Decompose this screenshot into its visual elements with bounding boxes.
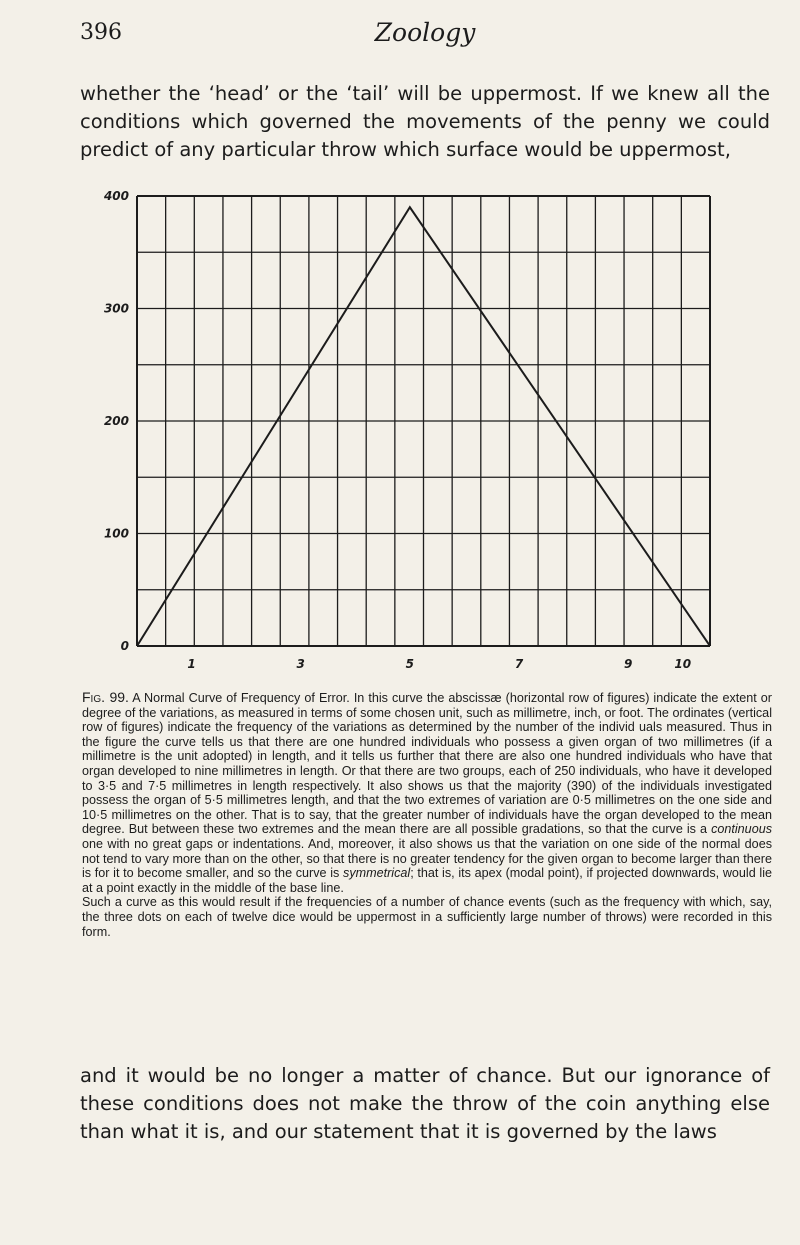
caption-text-a: In this curve the abscissæ (horizontal row of figures) indicate the extent or degree of the variations, as measured in terms of some chosen unit, such as millimetre, inch, or foot. The ordinates (vertical row of figures) indicate the frequency of the variations as determined by the number of the individ uals measured. Thus in the figure the curve tells us that there are one hundred individuals who possess a given organ of two millimetres (if a millimetre is the unit adopted) in length, and it tells us further that there are also one hundred individuals who have that organ developed to nine millimetres in length. Or that there are two groups, each of 250 individuals, who have it developed to 3·5 and 7·5 millimetres in length respectively. It also shows us that the majority (390) of the individuals investigated possess the organ of 5·5 millimetres length, and that the two extremes of variation are 0·5 millimetres on the one side and 10·5 millimetres on the other. That is to say, that the greater number of individuals have the organ developed to the mean degree. But between these two extremes and the mean there are all possible gradations, so that the curve is a	[82, 691, 773, 837]
x-axis-labels	[187, 657, 691, 671]
y-tick-label: 300	[103, 301, 129, 316]
caption-text-b: one with no great gaps or indentations. And, moreover, it also shows us that the variation on one side of the normal does not tend to vary more than on the other, so that there is no greater tendency for the given organ to become larger than there is for it to become smaller, and so the curve is	[82, 836, 772, 881]
y-tick-label: 200	[103, 414, 129, 428]
body-text-bottom: and it would be no longer a matter of chance. But our ignorance of these conditions does not make the throw of the coin anything else than what it is, and our statement that it is governed by the laws	[80, 1064, 770, 1143]
x-tick-label: 3	[296, 657, 305, 671]
y-tick-label: 0	[120, 639, 129, 653]
x-tick-label: 10	[674, 657, 692, 671]
running-head	[80, 18, 770, 54]
y-axis-labels	[103, 189, 129, 653]
x-tick-label: 5	[405, 657, 415, 671]
x-tick-label: 9	[623, 657, 633, 671]
caption-intro: A Normal Curve of Frequency of Error.	[132, 691, 350, 705]
caption-paragraph-2: Such a curve as this would result if the frequencies of a number of chance events (such as the frequency with which, say, the three dots on each of twelve dice would be uppermost in a sufficiently large number of throws) were recorded in this form.	[82, 895, 772, 939]
y-tick-label: 400	[103, 189, 129, 203]
frequency-curve-chart	[30, 168, 730, 678]
y-tick-label: 100	[103, 526, 129, 541]
x-tick-label: 7	[514, 657, 524, 671]
figure-caption	[82, 690, 772, 939]
x-tick-label: 1	[187, 657, 196, 671]
figure-label: Fig. 99.	[82, 689, 129, 705]
caption-emphasis-continuous: continuous	[711, 822, 772, 837]
body-text-top: whether the ‘head’ or the ‘tail’ will be uppermost. If we knew all the conditions which governed the movements of the penny we could predict of any particular throw which surface would be uppermost,	[80, 82, 770, 161]
frequency-curve-figure	[30, 168, 730, 678]
running-title: Zoology	[374, 18, 476, 47]
caption-text-c: ; that is, its apex (modal point), if projected downwards, would lie at a point exactly in the middle of the base line.	[82, 866, 773, 895]
caption-paragraph-1	[82, 690, 772, 895]
page-number: 396	[80, 20, 122, 45]
caption-emphasis-symmetrical: symmetrical	[343, 866, 411, 881]
